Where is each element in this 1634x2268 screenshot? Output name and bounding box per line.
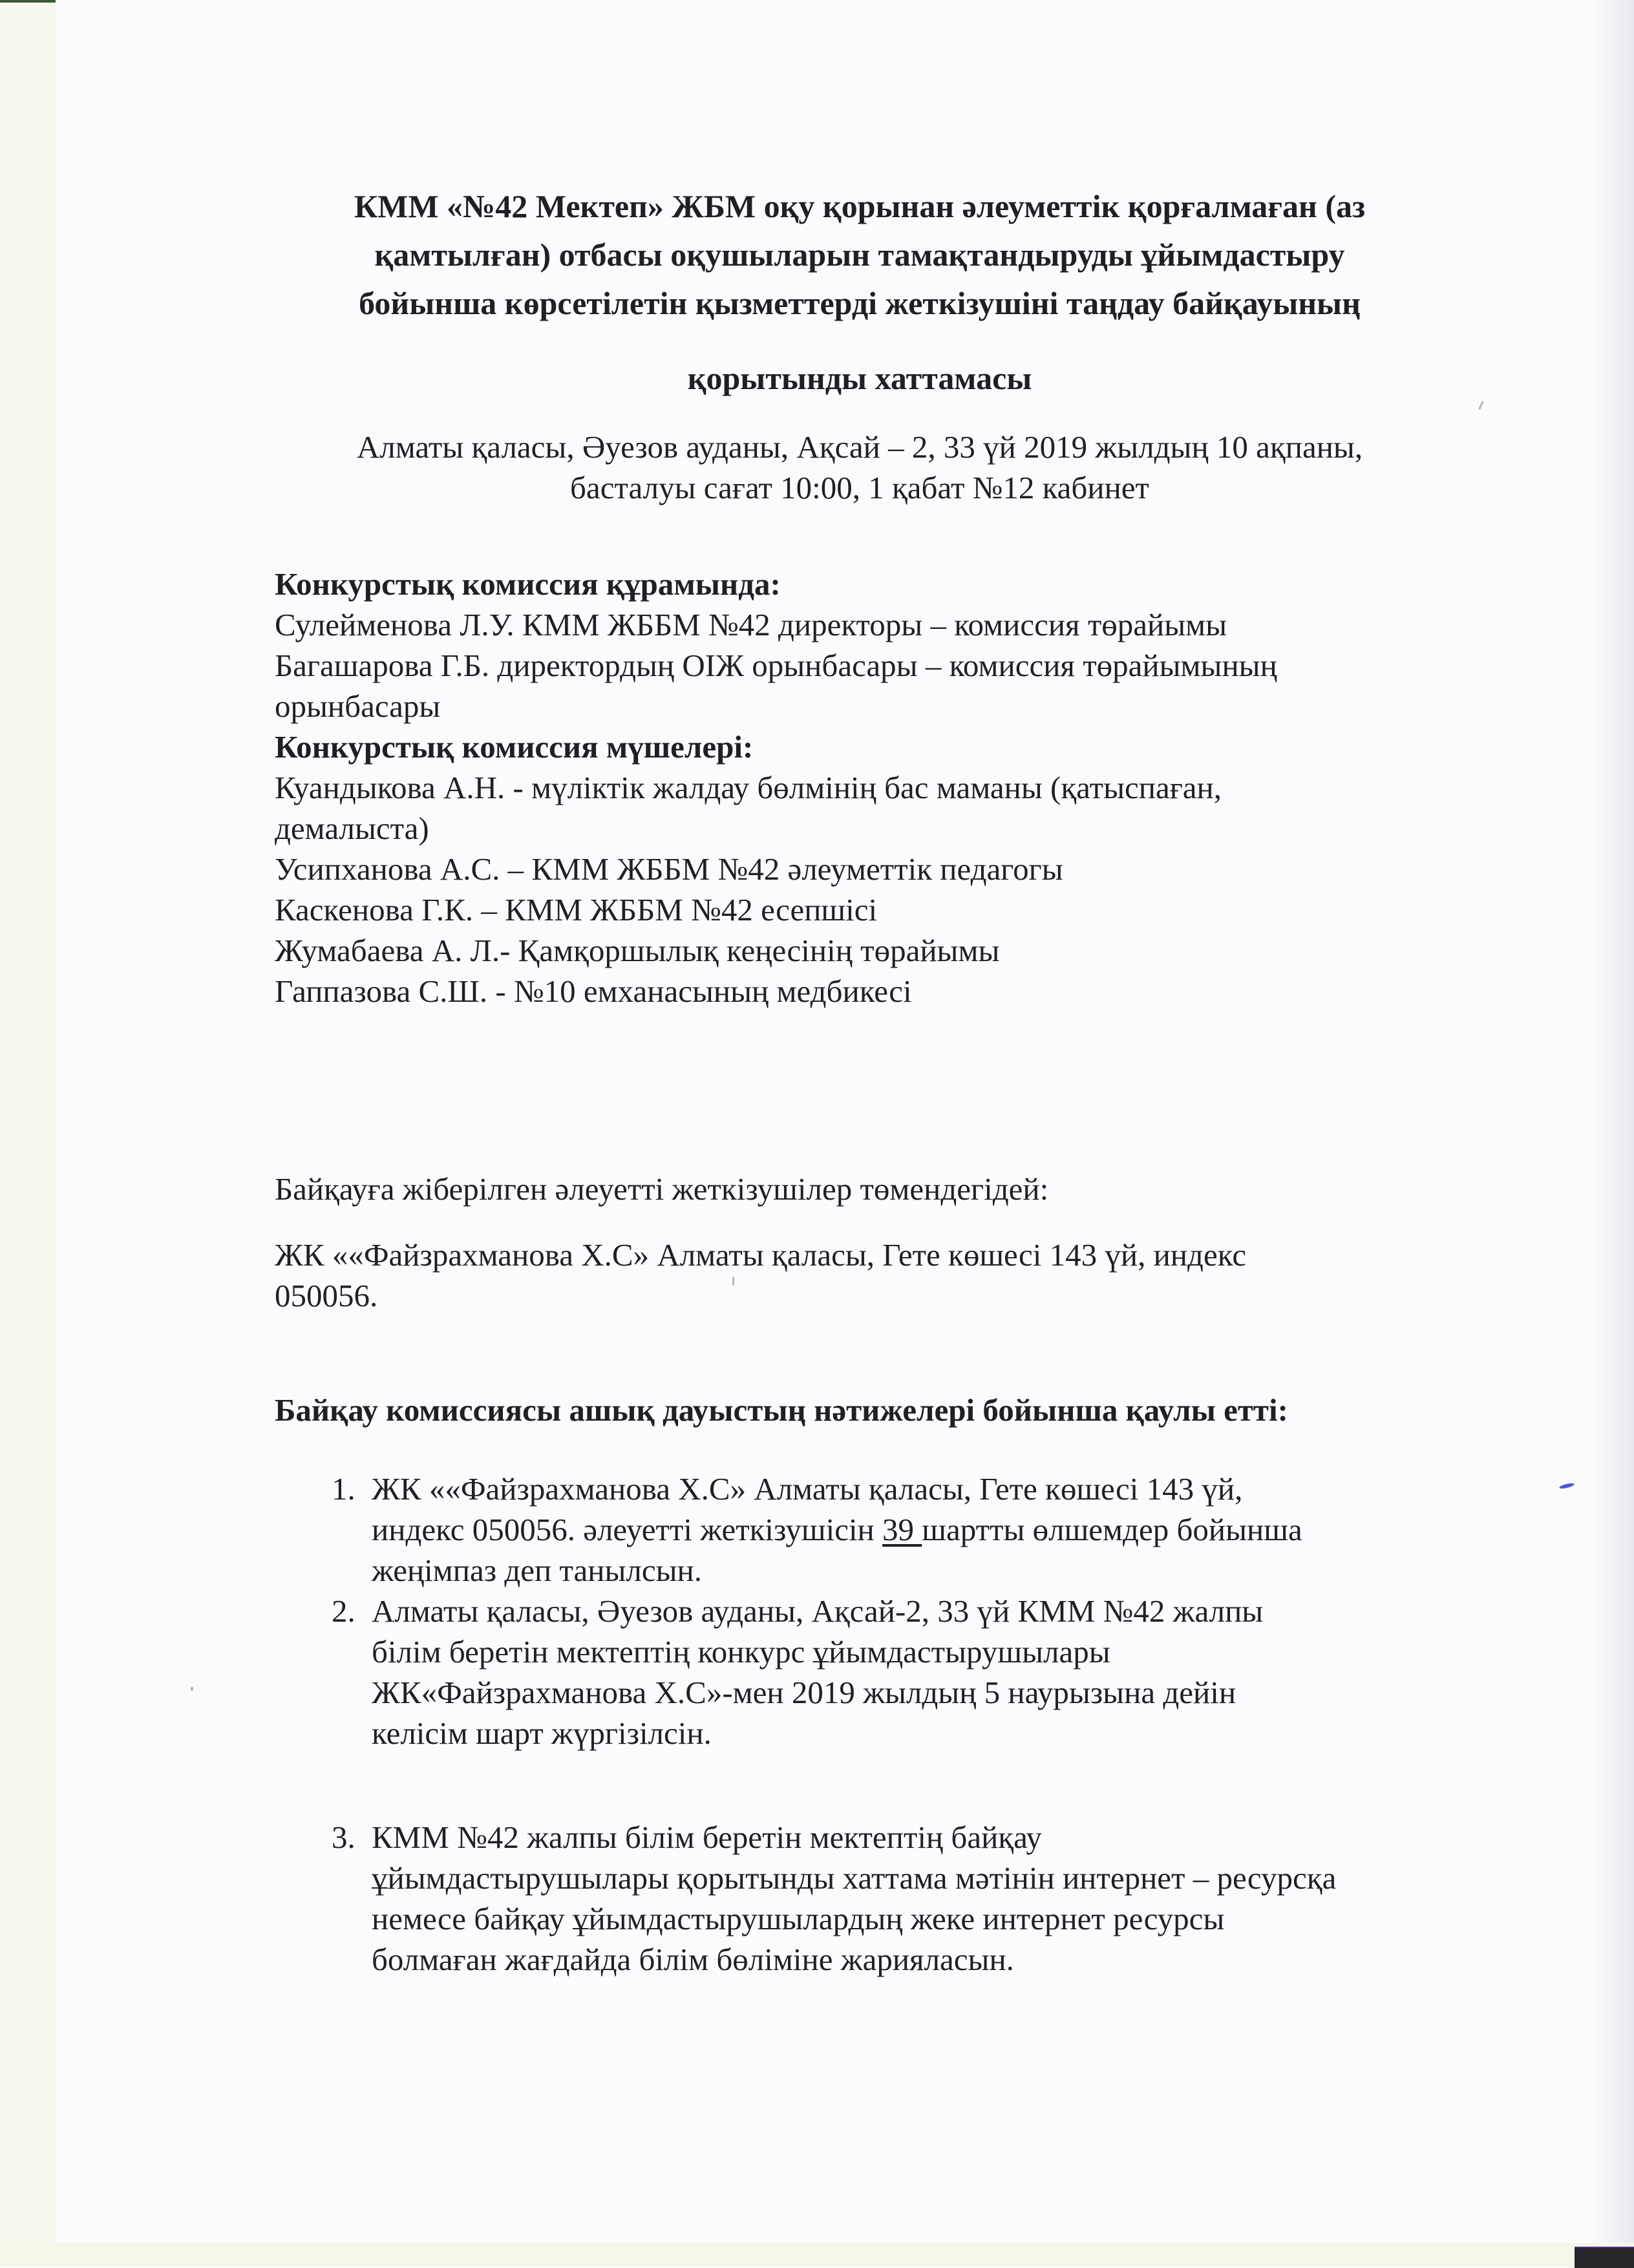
item-line: немесе байқау ұйымдастырушылардың жеке интернет ресурсы	[372, 1901, 1225, 1936]
member-line: Гаппазова С.Ш. - №10 емханасының медбикесі	[275, 973, 912, 1009]
item-line: жеңімпаз деп танылсын.	[372, 1553, 703, 1588]
commission-section	[275, 564, 1535, 1012]
commission-line: орынбасары	[275, 688, 441, 724]
pen-mark	[1559, 1482, 1575, 1490]
place-line: Алматы қаласы, Әуезов ауданы, Ақсай – 2, 33 үй 2019 жылдың 10 ақпаны,	[356, 429, 1363, 465]
item-number: 1.	[332, 1471, 355, 1507]
member-line: демалыста)	[275, 811, 429, 846]
commission-line: Багашарова Г.Б. директордың ОІЖ орынбасары – комиссия төрайымының	[275, 648, 1277, 683]
scan-left-margin-strip	[0, 0, 56, 2267]
item-line: Алматы қаласы, Әуезов ауданы, Ақсай-2, 33 үй КММ №42 жалпы	[372, 1593, 1264, 1629]
item-text: шартты өлшемдер бойынша	[922, 1512, 1302, 1547]
item-line: білім беретін мектептің конкурс ұйымдастырушылары	[372, 1634, 1110, 1669]
item-line: келісім шарт жүргізілсін.	[372, 1715, 712, 1751]
decision-item-2	[275, 1591, 1535, 1754]
supplier-line: ЖК ««Файзрахманова Х.С» Алматы қаласы, Гете көшесі 143 үй, индекс	[275, 1237, 1247, 1273]
item-line: ЖК«Файзрахманова Х.С»-мен 2019 жылдың 5 наурызына дейін	[372, 1675, 1236, 1710]
scan-right-shadow	[1590, 0, 1634, 2243]
decision-list	[275, 1468, 1535, 1980]
supplier-line: 050056.	[275, 1278, 378, 1313]
suppliers-intro-text: Байқауға жіберілген әлеуетті жеткізушілер төмендегідей:	[275, 1171, 1049, 1207]
item-number: 3.	[332, 1819, 355, 1855]
criteria-count: 39	[882, 1512, 922, 1547]
scan-corner-block	[1575, 2247, 1634, 2268]
commission-heading: Конкурстық комиссия құрамында:	[275, 566, 781, 602]
scan-speck	[1478, 401, 1484, 410]
scan-bottom-strip	[0, 2243, 1634, 2267]
item-number: 2.	[332, 1593, 355, 1629]
decision-heading: Байқау комиссиясы ашық дауыстың нәтижелері бойынша қаулы етті:	[275, 1392, 1288, 1428]
commission-line: Сулейменова Л.У. КММ ЖББМ №42 директоры – комиссия төрайымы	[275, 607, 1227, 642]
item-line: болмаған жағдайда білім бөліміне жарияласын.	[372, 1942, 1014, 1977]
member-line: Каскенова Г.К. – КММ ЖББМ №42 есепшісі	[275, 892, 878, 927]
title-line: КММ «№42 Мектеп» ЖБМ оқу қорынан әлеуметтік қорғалмаған (аз	[354, 188, 1366, 224]
members-heading: Конкурстық комиссия мүшелері:	[275, 729, 754, 765]
item-line: КММ №42 жалпы білім беретін мектептің байқау	[372, 1819, 1042, 1855]
scan-edge-mark	[0, 0, 56, 3]
item-line	[372, 1509, 1535, 1550]
place-line: басталуы сағат 10:00, 1 қабат №12 кабинет	[570, 470, 1149, 505]
item-line: ЖК ««Файзрахманова Х.С» Алматы қаласы, Гете көшесі 143 үй,	[372, 1471, 1243, 1507]
scan-speck	[191, 1687, 193, 1691]
item-line: ұйымдастырушылары қорытынды хаттама мәтінін интернет – ресурсқа	[372, 1860, 1337, 1896]
suppliers-intro	[275, 1169, 1535, 1209]
document-title	[259, 182, 1461, 328]
item-text: индекс 050056. әлеуетті жеткізушісін	[372, 1512, 883, 1547]
title-line: қамтылған) отбасы оқушыларын тамақтандыруды ұйымдастыру	[374, 237, 1345, 273]
member-line: Куандыкова А.Н. - мүліктік жалдау бөлмінің бас маманы (қатыспаған,	[275, 770, 1222, 805]
supplier-entry	[275, 1235, 1535, 1316]
document-subtitle: қорытынды хаттамасы	[687, 360, 1032, 396]
member-line: Жумабаева А. Л.- Қамқоршылық кеңесінің төрайымы	[275, 933, 1000, 968]
decision-item-3	[275, 1817, 1535, 1980]
decision-item-1	[275, 1468, 1535, 1591]
place-and-date	[259, 427, 1461, 508]
member-line: Усипханова А.С. – КММ ЖББМ №42 әлеуметтік педагогы	[275, 851, 1063, 887]
title-line: бойынша көрсетілетін қызметтерді жеткізушіні таңдау байқауының	[359, 285, 1361, 321]
